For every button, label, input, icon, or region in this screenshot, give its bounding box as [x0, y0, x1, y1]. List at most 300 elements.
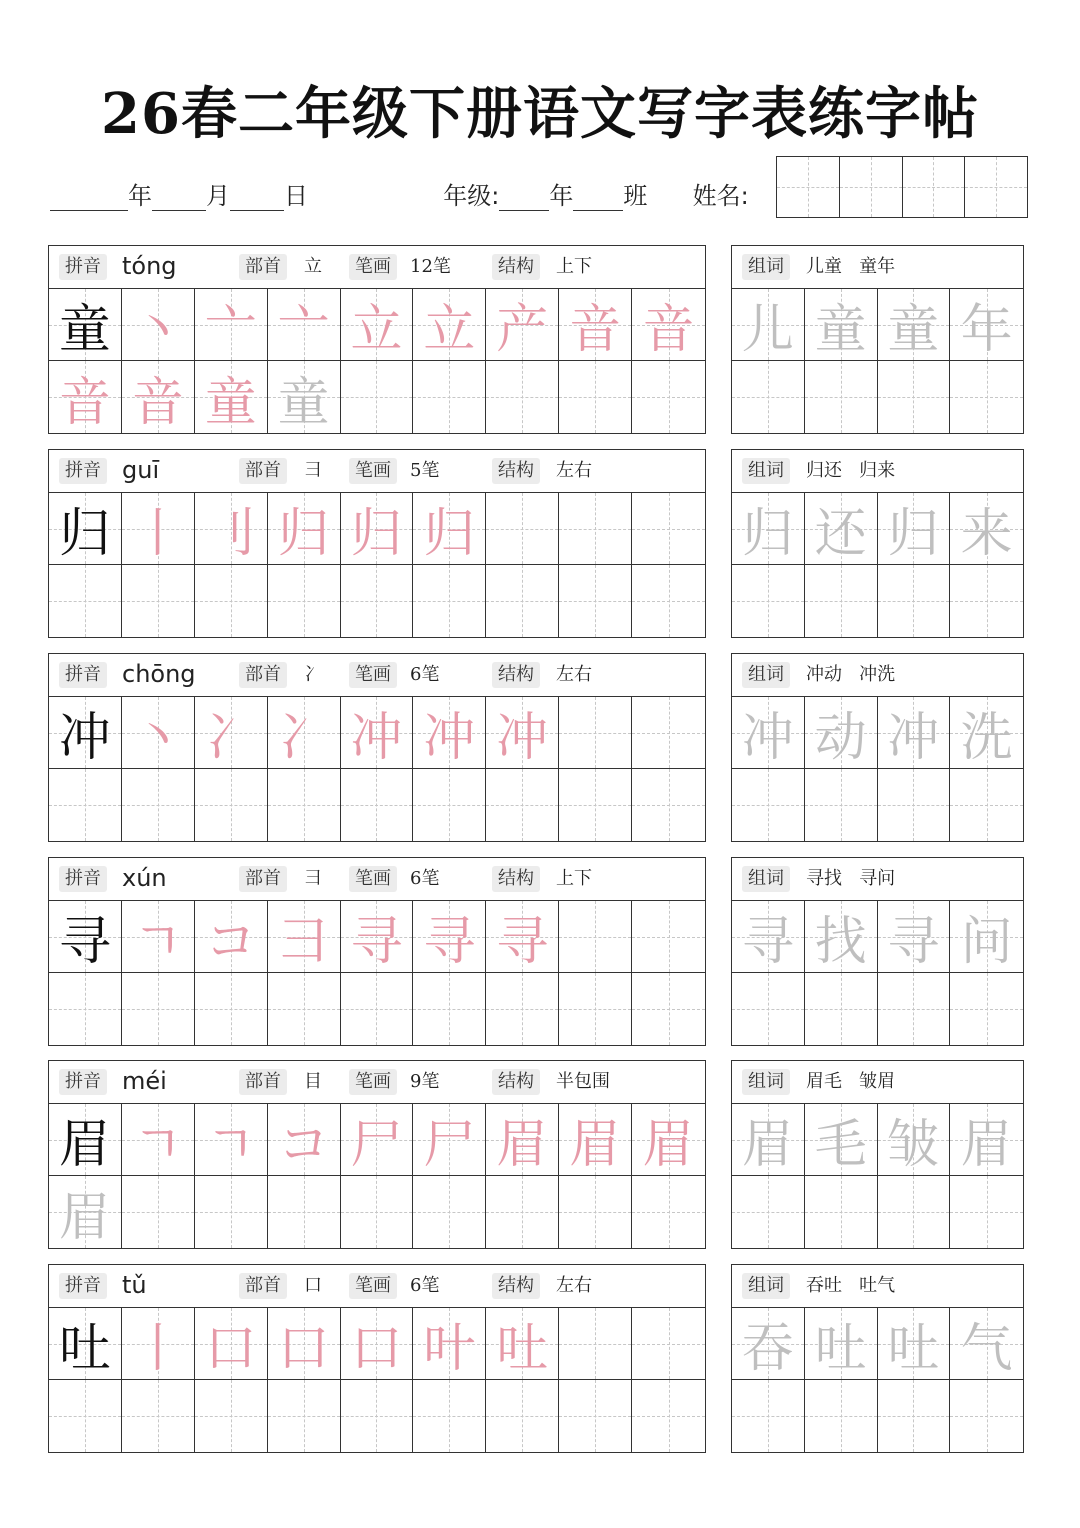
name-cell[interactable] [840, 157, 903, 217]
stroke-order-step: 立 [423, 300, 476, 360]
writing-cell[interactable] [732, 769, 805, 841]
strokes-value: 6笔 [410, 664, 440, 685]
writing-cell[interactable] [413, 973, 486, 1045]
writing-cell[interactable] [341, 493, 414, 565]
writing-cell[interactable] [486, 1104, 559, 1176]
writing-cell[interactable] [122, 1104, 195, 1176]
writing-cell[interactable] [268, 493, 341, 565]
name-cell[interactable] [965, 157, 1027, 217]
practice-grid [49, 1308, 705, 1452]
character-block [48, 653, 1024, 842]
writing-cell[interactable] [268, 901, 341, 973]
words-tag: 组词 [742, 866, 790, 892]
writing-cell[interactable] [268, 1308, 341, 1380]
writing-cell[interactable] [122, 565, 195, 637]
word-trace-character: 还 [814, 504, 867, 564]
writing-cell[interactable] [413, 493, 486, 565]
writing-cell[interactable] [878, 361, 951, 433]
writing-cell[interactable] [878, 289, 951, 361]
structure-value: 左右 [556, 664, 592, 685]
character-block [48, 1060, 1024, 1249]
radical-tag: 部首 [239, 254, 287, 280]
writing-cell[interactable] [950, 361, 1023, 433]
writing-cell[interactable] [632, 289, 705, 361]
stroke-order-step: 叶 [423, 1319, 476, 1379]
structure-tag: 结构 [492, 866, 540, 892]
strokes-tag: 笔画 [349, 1069, 397, 1095]
structure-tag: 结构 [492, 458, 540, 484]
stroke-order-step: ㄱ [205, 1115, 256, 1175]
writing-cell[interactable] [413, 1176, 486, 1248]
writing-cell[interactable] [632, 493, 705, 565]
strokes-tag: 笔画 [349, 866, 397, 892]
writing-cell[interactable] [878, 1380, 951, 1452]
pinyin-value: tóng [122, 252, 177, 280]
writing-cell[interactable] [486, 973, 559, 1045]
writing-cell[interactable] [49, 361, 122, 433]
writing-cell[interactable] [486, 769, 559, 841]
pinyin-value: tǔ [122, 1271, 147, 1299]
writing-cell[interactable] [805, 901, 878, 973]
word-trace-character: 眉 [960, 1115, 1013, 1175]
writing-cell[interactable] [486, 901, 559, 973]
writing-cell[interactable] [341, 901, 414, 973]
stroke-order-step: 口 [204, 1319, 257, 1379]
writing-cell[interactable] [950, 769, 1023, 841]
char-info-header [49, 450, 705, 493]
writing-cell[interactable] [732, 1380, 805, 1452]
writing-cell[interactable] [49, 565, 122, 637]
practice-grid [49, 697, 705, 841]
char-info-header [49, 654, 705, 697]
stroke-order-step: コ [204, 912, 257, 972]
grade-unit: 年 [549, 182, 574, 210]
writing-cell[interactable] [122, 1380, 195, 1452]
writing-cell[interactable] [49, 1176, 122, 1248]
structure-tag: 结构 [492, 1273, 540, 1299]
strokes-value: 6笔 [410, 868, 440, 889]
writing-cell[interactable] [732, 1176, 805, 1248]
writing-cell[interactable] [268, 1104, 341, 1176]
writing-cell[interactable] [878, 1176, 951, 1248]
writing-cell[interactable] [49, 289, 122, 361]
writing-cell[interactable] [632, 565, 705, 637]
writing-cell[interactable] [950, 697, 1023, 769]
writing-cell[interactable] [632, 1380, 705, 1452]
stroke-order-step: 音 [131, 372, 184, 433]
writing-cell[interactable] [632, 361, 705, 433]
writing-cell[interactable] [559, 697, 632, 769]
writing-cell[interactable] [559, 901, 632, 973]
stroke-practice-table [48, 449, 706, 638]
writing-cell[interactable] [559, 361, 632, 433]
writing-cell[interactable] [486, 1308, 559, 1380]
stroke-order-step: 音 [58, 372, 111, 433]
structure-tag: 结构 [492, 1069, 540, 1095]
writing-cell[interactable] [878, 493, 951, 565]
writing-cell[interactable] [632, 769, 705, 841]
structure-value: 左右 [556, 460, 592, 481]
word-trace-character: 动 [814, 708, 867, 768]
writing-cell[interactable] [632, 1104, 705, 1176]
name-writing-box[interactable] [776, 156, 1028, 218]
stroke-order-step: 寻 [496, 912, 549, 972]
practice-grid [49, 1104, 705, 1248]
writing-cell[interactable] [950, 289, 1023, 361]
word-grid [732, 697, 1023, 841]
stroke-order-step: 彐 [277, 912, 330, 972]
radical-value: 立 [304, 256, 322, 277]
structure-tag: 结构 [492, 662, 540, 688]
writing-cell[interactable] [49, 493, 122, 565]
stroke-order-step: 刂 [204, 504, 257, 564]
writing-cell[interactable] [732, 1104, 805, 1176]
character-block [48, 857, 1024, 1046]
writing-cell[interactable] [486, 1176, 559, 1248]
month-unit: 月 [206, 182, 230, 210]
writing-cell[interactable] [559, 1176, 632, 1248]
structure-value: 半包围 [556, 1071, 610, 1092]
writing-cell[interactable] [413, 361, 486, 433]
words-value: 儿童 童年 [806, 256, 896, 277]
writing-cell[interactable] [559, 973, 632, 1045]
writing-cell[interactable] [950, 1380, 1023, 1452]
writing-cell[interactable] [732, 289, 805, 361]
stroke-order-step: 音 [569, 300, 622, 360]
writing-cell[interactable] [195, 901, 268, 973]
stroke-practice-table [48, 653, 706, 842]
char-info-header [49, 1061, 705, 1104]
word-trace-character: 年 [960, 300, 1013, 360]
stroke-order-step: 冲 [350, 708, 403, 768]
writing-cell[interactable] [268, 973, 341, 1045]
writing-cell[interactable] [268, 361, 341, 433]
writing-cell[interactable] [195, 1104, 268, 1176]
character-block [48, 1264, 1024, 1453]
writing-cell[interactable] [559, 493, 632, 565]
words-value: 寻找 寻问 [806, 868, 896, 889]
writing-cell[interactable] [732, 697, 805, 769]
writing-cell[interactable] [195, 1380, 268, 1452]
words-header [732, 246, 1023, 289]
stroke-order-step: 冲 [496, 708, 549, 768]
stroke-order-step: 丶 [131, 300, 184, 360]
word-trace-character: 归 [741, 504, 794, 564]
name-cell[interactable] [777, 157, 840, 217]
writing-cell[interactable] [49, 1104, 122, 1176]
name-cell[interactable] [903, 157, 966, 217]
writing-cell[interactable] [49, 1380, 122, 1452]
model-character: 童 [58, 300, 111, 360]
writing-cell[interactable] [950, 493, 1023, 565]
writing-cell[interactable] [195, 973, 268, 1045]
stroke-order-step: 尸 [350, 1115, 403, 1175]
writing-cell[interactable] [878, 901, 951, 973]
word-trace-character: 毛 [814, 1115, 867, 1175]
words-tag: 组词 [742, 1273, 790, 1299]
writing-cell[interactable] [805, 289, 878, 361]
writing-cell[interactable] [486, 361, 559, 433]
stroke-order-step: 立 [350, 300, 403, 360]
writing-cell[interactable] [341, 565, 414, 637]
stroke-order-step: 亠 [204, 300, 257, 360]
word-trace-character: 来 [960, 504, 1013, 564]
writing-cell[interactable] [632, 697, 705, 769]
stroke-order-step: 丨 [131, 504, 184, 564]
writing-cell[interactable] [732, 361, 805, 433]
writing-cell[interactable] [878, 1308, 951, 1380]
writing-cell[interactable] [195, 1308, 268, 1380]
writing-cell[interactable] [195, 697, 268, 769]
writing-cell[interactable] [878, 565, 951, 637]
strokes-value: 5笔 [410, 460, 440, 481]
writing-cell[interactable] [268, 289, 341, 361]
writing-cell[interactable] [122, 901, 195, 973]
writing-cell[interactable] [732, 973, 805, 1045]
writing-cell[interactable] [195, 769, 268, 841]
writing-cell[interactable] [732, 901, 805, 973]
word-practice-table [731, 857, 1024, 1046]
words-header [732, 1061, 1023, 1104]
writing-cell[interactable] [805, 1308, 878, 1380]
writing-cell[interactable] [341, 1104, 414, 1176]
word-trace-character: 洗 [960, 708, 1013, 768]
writing-cell[interactable] [632, 1176, 705, 1248]
practice-grid [49, 289, 705, 433]
words-tag: 组词 [742, 662, 790, 688]
writing-cell[interactable] [805, 1104, 878, 1176]
words-value: 眉毛 皱眉 [806, 1071, 896, 1092]
writing-cell[interactable] [49, 1308, 122, 1380]
writing-cell[interactable] [195, 1176, 268, 1248]
strokes-tag: 笔画 [349, 458, 397, 484]
word-practice-table [731, 449, 1024, 638]
stroke-practice-table [48, 245, 706, 434]
words-value: 归还 归来 [806, 460, 896, 481]
writing-cell[interactable] [49, 697, 122, 769]
writing-cell[interactable] [559, 1104, 632, 1176]
radical-value: 目 [304, 1071, 322, 1092]
writing-cell[interactable] [341, 973, 414, 1045]
writing-cell[interactable] [486, 697, 559, 769]
writing-cell[interactable] [805, 493, 878, 565]
class-blank[interactable] [573, 188, 623, 211]
writing-cell[interactable] [950, 1104, 1023, 1176]
word-trace-character: 皱 [887, 1115, 940, 1175]
writing-cell[interactable] [195, 289, 268, 361]
writing-cell[interactable] [413, 1380, 486, 1452]
stroke-practice-table [48, 857, 706, 1046]
writing-cell[interactable] [195, 493, 268, 565]
radical-value: 彐 [304, 460, 322, 481]
strokes-value: 9笔 [410, 1071, 440, 1092]
stroke-order-step: 眉 [569, 1115, 622, 1175]
writing-cell[interactable] [122, 1176, 195, 1248]
writing-cell[interactable] [49, 769, 122, 841]
writing-cell[interactable] [559, 565, 632, 637]
writing-cell[interactable] [805, 1380, 878, 1452]
writing-cell[interactable] [49, 973, 122, 1045]
writing-cell[interactable] [950, 565, 1023, 637]
radical-value: 冫 [304, 664, 322, 685]
writing-cell[interactable] [195, 361, 268, 433]
character-block [48, 449, 1024, 638]
writing-cell[interactable] [559, 769, 632, 841]
words-tag: 组词 [742, 254, 790, 280]
writing-cell[interactable] [732, 493, 805, 565]
writing-cell[interactable] [805, 973, 878, 1045]
model-character: 眉 [58, 1115, 111, 1175]
writing-cell[interactable] [486, 493, 559, 565]
writing-cell[interactable] [413, 565, 486, 637]
pinyin-tag: 拼音 [59, 662, 107, 688]
word-trace-character: 吐 [887, 1319, 940, 1379]
stroke-order-step: 尸 [423, 1115, 476, 1175]
writing-cell[interactable] [805, 769, 878, 841]
radical-tag: 部首 [239, 1273, 287, 1299]
stroke-order-step: 产 [496, 300, 549, 360]
stroke-order-step: 归 [423, 504, 476, 564]
writing-cell[interactable] [559, 1380, 632, 1452]
writing-cell[interactable] [950, 1308, 1023, 1380]
writing-cell[interactable] [805, 361, 878, 433]
writing-cell[interactable] [878, 769, 951, 841]
words-tag: 组词 [742, 1069, 790, 1095]
grade-label: 年级: [443, 182, 500, 210]
word-trace-character: 寻 [741, 912, 794, 972]
writing-cell[interactable] [486, 565, 559, 637]
writing-cell[interactable] [195, 565, 268, 637]
radical-tag: 部首 [239, 866, 287, 892]
writing-cell[interactable] [559, 1308, 632, 1380]
pinyin-tag: 拼音 [59, 1273, 107, 1299]
word-trace-character: 吞 [741, 1319, 794, 1379]
word-practice-table [731, 1264, 1024, 1453]
day-blank[interactable] [230, 188, 284, 211]
writing-cell[interactable] [122, 493, 195, 565]
writing-cell[interactable] [632, 1308, 705, 1380]
writing-cell[interactable] [122, 973, 195, 1045]
word-trace-character: 童 [814, 300, 867, 360]
word-trace-character: 寻 [887, 912, 940, 972]
grade-blank[interactable] [499, 188, 549, 211]
writing-cell[interactable] [413, 1104, 486, 1176]
name-label: 姓名: [692, 182, 749, 210]
words-value: 冲动 冲洗 [806, 664, 896, 685]
writing-cell[interactable] [805, 697, 878, 769]
stroke-practice-table [48, 1264, 706, 1453]
stroke-order-step: 丶 [131, 708, 184, 768]
writing-cell[interactable] [732, 565, 805, 637]
pinyin-value: méi [122, 1067, 167, 1095]
year-blank[interactable] [50, 188, 128, 211]
writing-cell[interactable] [122, 1308, 195, 1380]
writing-cell[interactable] [49, 901, 122, 973]
writing-cell[interactable] [878, 973, 951, 1045]
writing-cell[interactable] [805, 1176, 878, 1248]
stroke-order-step: 吐 [496, 1319, 549, 1379]
model-character: 寻 [58, 912, 111, 972]
char-info-header [49, 246, 705, 289]
writing-cell[interactable] [950, 973, 1023, 1045]
writing-cell[interactable] [341, 1308, 414, 1380]
stroke-order-step: 冫 [277, 708, 330, 768]
writing-cell[interactable] [268, 697, 341, 769]
stroke-order-step: 眉 [58, 1187, 111, 1248]
writing-cell[interactable] [878, 1104, 951, 1176]
word-grid [732, 493, 1023, 637]
writing-cell[interactable] [486, 289, 559, 361]
writing-cell[interactable] [341, 697, 414, 769]
writing-cell[interactable] [268, 769, 341, 841]
writing-cell[interactable] [413, 697, 486, 769]
writing-cell[interactable] [341, 1380, 414, 1452]
words-value: 吞吐 吐气 [806, 1275, 896, 1296]
month-blank[interactable] [152, 188, 206, 211]
writing-cell[interactable] [950, 1176, 1023, 1248]
strokes-tag: 笔画 [349, 254, 397, 280]
stroke-order-step: 口 [277, 1319, 330, 1379]
word-trace-character: 冲 [741, 708, 794, 768]
model-character: 冲 [58, 708, 111, 768]
words-header [732, 450, 1023, 493]
writing-cell[interactable] [122, 361, 195, 433]
writing-cell[interactable] [559, 289, 632, 361]
writing-cell[interactable] [632, 973, 705, 1045]
char-info-header [49, 858, 705, 901]
stroke-order-step: 口 [350, 1319, 403, 1379]
word-trace-character: 气 [960, 1319, 1013, 1379]
writing-cell[interactable] [632, 901, 705, 973]
word-grid [732, 1104, 1023, 1248]
writing-cell[interactable] [950, 901, 1023, 973]
writing-cell[interactable] [413, 289, 486, 361]
practice-grid [49, 901, 705, 1045]
writing-cell[interactable] [413, 769, 486, 841]
pinyin-tag: 拼音 [59, 458, 107, 484]
writing-cell[interactable] [122, 769, 195, 841]
writing-cell[interactable] [122, 289, 195, 361]
writing-cell[interactable] [122, 697, 195, 769]
writing-cell[interactable] [268, 565, 341, 637]
word-trace-character: 吐 [814, 1319, 867, 1379]
writing-cell[interactable] [486, 1380, 559, 1452]
writing-cell[interactable] [413, 901, 486, 973]
writing-cell[interactable] [732, 1308, 805, 1380]
writing-cell[interactable] [413, 1308, 486, 1380]
strokes-tag: 笔画 [349, 1273, 397, 1299]
stroke-order-step: コ [277, 1115, 330, 1175]
writing-cell[interactable] [268, 1176, 341, 1248]
date-grade-line [50, 176, 749, 211]
word-trace-character: 归 [887, 504, 940, 564]
words-tag: 组词 [742, 458, 790, 484]
writing-cell[interactable] [341, 1176, 414, 1248]
word-trace-character: 找 [814, 912, 867, 972]
radical-value: 口 [304, 1275, 322, 1296]
stroke-order-step: 童 [277, 372, 330, 433]
word-trace-character: 眉 [741, 1115, 794, 1175]
writing-cell[interactable] [878, 697, 951, 769]
writing-cell[interactable] [341, 769, 414, 841]
word-trace-character: 问 [960, 912, 1013, 972]
strokes-value: 6笔 [410, 1275, 440, 1296]
pinyin-tag: 拼音 [59, 254, 107, 280]
writing-cell[interactable] [341, 361, 414, 433]
writing-cell[interactable] [341, 289, 414, 361]
writing-cell[interactable] [805, 565, 878, 637]
writing-cell[interactable] [268, 1380, 341, 1452]
